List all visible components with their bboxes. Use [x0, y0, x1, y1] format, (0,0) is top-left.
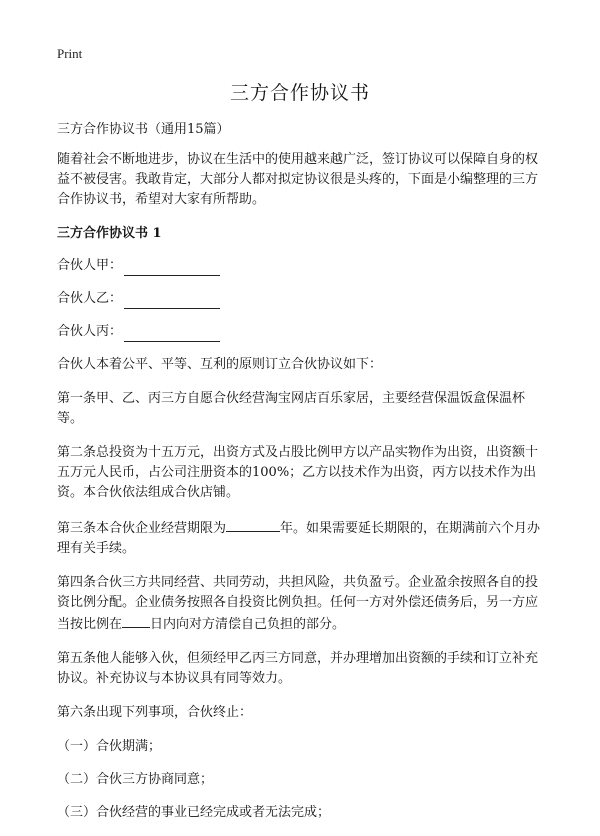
- party-a-line: [57, 256, 549, 276]
- party-c-line: [57, 322, 549, 342]
- party-a-blank: [124, 260, 220, 276]
- clause-6: 第六条出现下列事项，合伙终止：: [57, 705, 253, 720]
- party-b-label: 合伙人乙：: [57, 291, 123, 306]
- party-c-label: 合伙人丙：: [57, 324, 123, 339]
- list-item: （三）合伙经营的事业已经完成或者无法完成；: [57, 805, 331, 820]
- party-a-label: 合伙人甲：: [57, 258, 123, 273]
- clause-3-text-a: 第三条本合伙企业经营期限为: [57, 521, 227, 536]
- preamble-paragraph: 合伙人本着公平、平等、互利的原则订立合伙协议如下：: [57, 357, 383, 372]
- clause-4-text-b: 日内向对方清偿自己负担的部分。: [150, 617, 346, 632]
- party-c-blank: [124, 326, 220, 342]
- document-subtitle: 三方合作协议书（通用15篇）: [57, 122, 230, 137]
- section-heading: 三方合作协议书 1: [57, 226, 162, 241]
- print-link[interactable]: Print: [57, 46, 83, 61]
- clause-2: 第二条总投资为十五万元，出资方式及占股比例甲方以产品实物作为出资，出资额十五万元人民币，占公司注册资本的100%；乙方以技术作为出资，丙方以技术作为出资。本合伙依法组成合伙店铺。: [57, 445, 539, 500]
- party-b-blank: [124, 293, 220, 309]
- clause-3-text-b: 年。如果需要延长期限的，在期满前六个月办理有关手续。: [57, 521, 541, 556]
- intro-paragraph: 随着社会不断地进步，协议在生活中的使用越来越广泛，签订协议可以保障自身的权益不被侵害。我敢肯定，大部分人都对拟定协议很是头疼的，下面是小编整理的三方合作协议书，希望对大家有所帮助。: [57, 152, 539, 207]
- document-title: 三方合作协议书: [229, 82, 370, 104]
- clause-3-blank: [226, 517, 280, 532]
- clause-1: 第一条甲、乙、丙三方自愿合伙经营淘宝网店百乐家居，主要经营保温饭盒保温杯等。: [57, 391, 526, 426]
- party-b-line: [57, 289, 549, 309]
- clause-4-blank: [122, 613, 150, 628]
- clause-4: [57, 573, 549, 635]
- document-body: [57, 120, 549, 836]
- list-item: （二）合伙三方协商同意；: [57, 772, 214, 787]
- clause-4-text-a: 第四条合伙三方共同经营、共同劳动，共担风险，共负盈亏。企业盈余按照各自的投资比例分配。企业债务按照各自投资比例负担。任何一方对外偿还债务后，另一方应当按比例在: [57, 575, 539, 632]
- clause-3: [57, 517, 549, 559]
- clause-5: 第五条他人能够入伙，但须经甲乙丙三方同意，并办理增加出资额的手续和订立补充协议。补充协议与本协议具有同等效力。: [57, 651, 539, 686]
- list-item: （一）合伙期满；: [57, 739, 162, 754]
